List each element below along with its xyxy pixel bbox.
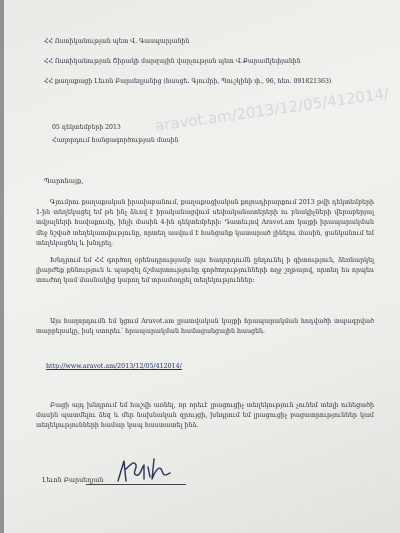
greeting: Պարոնայք, <box>44 177 84 185</box>
paragraph-1: Գյումրու քաղաքական իրավաբանում, քաղաքացիական քոլոսդիրարքում 2013 թվի դեկտեմբերի 1-ին տեղեկացել եմ թե ինչ ձևով է իրականացվում սեփականատերերի ու բնակիչների վերաբերյալ տվյալների հավաքումը, ինչի մասին 4-ին դեկտեմբերի։ Դատեւյով Aravot.am կայքի իրապարակման մեջ նշված տեղեկատվությունը, որտեղ ասվում է հանցանք կատարած լինելու մասին, ցանկանում եմ տեղեկացնել և խնդրել. <box>36 199 374 247</box>
addressee-line-2: ՀՀ Ոստիկանության Շիրակի մարզային վարչության պետ Վ.Քարամկեփյանին <box>44 58 301 65</box>
article-link[interactable]: http://www.aravot.am/2013/12/05/412014/ <box>46 363 182 370</box>
addressee-line-1: ՀՀ Ոստիկանության պետ Վ. Գասպարյանին <box>44 38 190 45</box>
closing-paragraph: Բացի այդ խնդրում եմ հաշվի առնել, որ որեւէ լրացուցիչ տեղեկություն չունեմ տեղի ունեցածի մասին պատմելու ձեզ և մեր նախնական զրույցի, խնդրում եմ լրացուցիչ բացատրություններ կամ տեղեկությունների համար կապ հաստատել ինձ. <box>36 402 374 430</box>
handwritten-signature <box>114 455 174 487</box>
sender-line: ՀՀ քաղաքացի Լեւոն Բարսեղյանից (հասցե. Գյումրի, Պուշկինի փ., 96, հեռ. 091821363) <box>44 78 332 85</box>
paragraph-3: Այս հաղորդումն եմ կցում Aravot.am լրատվական կայքի հրապարակման հոդվածի տպագրված տարբերակը, իսկ ստորեւ՝ հրապարակման համացանցային հասցեն. <box>36 318 374 336</box>
letter-page <box>4 0 400 533</box>
watermark-line: aravot.am/2013/12/05/412014/ <box>153 84 391 136</box>
letter-subject: Հաղորդում հանցագործության մասին <box>52 137 179 144</box>
background-watermark <box>154 82 400 135</box>
signatory-name: Լեւոն Բարսեղյան <box>42 476 104 484</box>
letter-date: 05 դեկտեմբերի 2013 <box>52 124 121 131</box>
paragraph-2: Խնդրում եմ ՀՀ գործող օրենսդրությամբ այս հաղորդումն ընդունել ի գիտություն, ձեռնարկել լիարժեք քննություն և պարզել ճշմարտությունը գործողությունների ողջ շղթայով, որտեղ ես որպես տուժող կամ մասնակից կարող եմ տրամադրել տեղեկություններ։ <box>36 257 374 285</box>
